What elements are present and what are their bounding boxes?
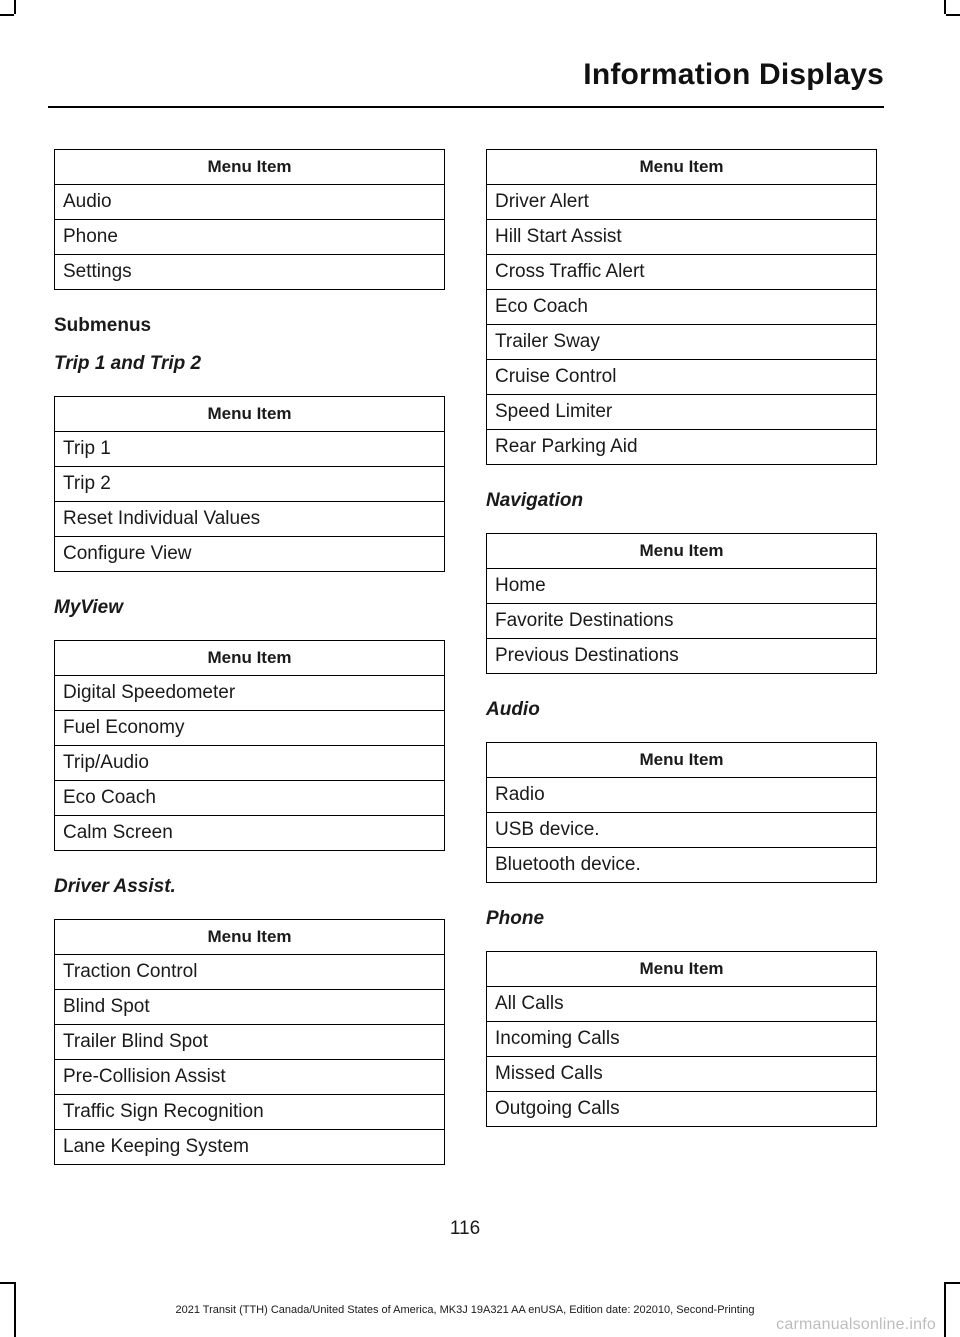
- table-row: [487, 325, 877, 360]
- navigation-heading: Navigation: [486, 490, 584, 511]
- table-cell: Previous Destinations: [487, 639, 877, 674]
- table-cell: Traffic Sign Recognition: [55, 1095, 445, 1130]
- right-column: [486, 149, 877, 1127]
- table-cell: Phone: [55, 220, 445, 255]
- table-cell: Configure View: [55, 537, 445, 572]
- table-header: Menu Item: [55, 641, 445, 676]
- table-cell: Favorite Destinations: [487, 604, 877, 639]
- table-cell: Cross Traffic Alert: [487, 255, 877, 290]
- table-cell: Speed Limiter: [487, 395, 877, 430]
- table-row: [487, 220, 877, 255]
- table-row: [487, 360, 877, 395]
- table-cell: Trip 1: [55, 432, 445, 467]
- table-cell: Trailer Sway: [487, 325, 877, 360]
- table-cell: Settings: [55, 255, 445, 290]
- table-cell: Calm Screen: [55, 816, 445, 851]
- table-row: [55, 185, 445, 220]
- table-row: [487, 1057, 877, 1092]
- table-cell: Lane Keeping System: [55, 1130, 445, 1165]
- page-title: Information Displays: [583, 58, 884, 91]
- trip-menu-table: [54, 396, 445, 572]
- table-row: [55, 676, 445, 711]
- table-row: [487, 569, 877, 604]
- table-row: [487, 639, 877, 674]
- table-row: [55, 1130, 445, 1165]
- phone-heading: Phone: [486, 908, 545, 929]
- header-divider: [48, 106, 884, 108]
- watermark-text: carmanualsonline.info: [776, 1316, 936, 1333]
- table-cell: Fuel Economy: [55, 711, 445, 746]
- table-row: [487, 430, 877, 465]
- table-row: [55, 955, 445, 990]
- table-row: [487, 1092, 877, 1127]
- left-column: [54, 149, 445, 1165]
- table-cell: Pre-Collision Assist: [55, 1060, 445, 1095]
- driver-assist-continued-table: [486, 149, 877, 465]
- table-cell: Missed Calls: [487, 1057, 877, 1092]
- table-cell: USB device.: [487, 813, 877, 848]
- table-row: [487, 255, 877, 290]
- table-header: Menu Item: [487, 534, 877, 569]
- table-row: [55, 1025, 445, 1060]
- table-row: [487, 848, 877, 883]
- phone-menu-table: [486, 951, 877, 1127]
- crop-mark-top-left: [14, 0, 16, 14]
- table-cell: Digital Speedometer: [55, 676, 445, 711]
- table-row: [55, 816, 445, 851]
- table-cell: Rear Parking Aid: [487, 430, 877, 465]
- crop-mark-bottom-right: [944, 1282, 946, 1337]
- table-cell: Blind Spot: [55, 990, 445, 1025]
- myview-menu-table: [54, 640, 445, 851]
- table-cell: Audio: [55, 185, 445, 220]
- table-cell: Trip/Audio: [55, 746, 445, 781]
- table-cell: Trip 2: [55, 467, 445, 502]
- table-row: [55, 781, 445, 816]
- trip-heading: Trip 1 and Trip 2: [54, 353, 202, 374]
- page-number: 116: [449, 1218, 481, 1239]
- table-header: Menu Item: [487, 150, 877, 185]
- table-cell: Traction Control: [55, 955, 445, 990]
- table-row: [55, 537, 445, 572]
- table-row: [487, 395, 877, 430]
- table-row: [55, 220, 445, 255]
- myview-heading: MyView: [54, 597, 123, 618]
- table-header: Menu Item: [487, 743, 877, 778]
- table-row: [55, 467, 445, 502]
- table-row: [487, 813, 877, 848]
- audio-menu-table: [486, 742, 877, 883]
- driver-assist-heading: Driver Assist.: [54, 876, 176, 897]
- table-cell: Home: [487, 569, 877, 604]
- table-cell: Bluetooth device.: [487, 848, 877, 883]
- table-cell: Cruise Control: [487, 360, 877, 395]
- crop-mark-top-left-h: [0, 14, 14, 16]
- table-row: [487, 1022, 877, 1057]
- crop-mark-bottom-right-h: [946, 1282, 960, 1284]
- table-cell: Incoming Calls: [487, 1022, 877, 1057]
- table-header: Menu Item: [487, 952, 877, 987]
- table-cell: Radio: [487, 778, 877, 813]
- table-row: [55, 711, 445, 746]
- table-header: Menu Item: [55, 920, 445, 955]
- table-cell: Eco Coach: [55, 781, 445, 816]
- table-row: [55, 255, 445, 290]
- crop-mark-top-right-h: [946, 14, 960, 16]
- table-header: Menu Item: [55, 150, 445, 185]
- crop-mark-bottom-left-h: [0, 1282, 14, 1284]
- audio-heading: Audio: [486, 699, 540, 720]
- table-row: [55, 1060, 445, 1095]
- crop-mark-top-right: [944, 0, 946, 14]
- table-row: [55, 746, 445, 781]
- table-cell: All Calls: [487, 987, 877, 1022]
- table-row: [55, 1095, 445, 1130]
- table-cell: Outgoing Calls: [487, 1092, 877, 1127]
- navigation-menu-table: [486, 533, 877, 674]
- table-row: [487, 290, 877, 325]
- submenus-heading: Submenus: [54, 315, 152, 336]
- table-cell: Eco Coach: [487, 290, 877, 325]
- edition-footer: 2021 Transit (TTH) Canada/United States of America, MK3J 19A321 AA enUSA, Edition date: 202010, Second-Printing: [175, 1304, 755, 1316]
- table-header: Menu Item: [55, 397, 445, 432]
- table-row: [487, 987, 877, 1022]
- table-cell: Hill Start Assist: [487, 220, 877, 255]
- table-row: [55, 432, 445, 467]
- table-row: [487, 604, 877, 639]
- table-row: [55, 990, 445, 1025]
- main-menu-table: [54, 149, 445, 290]
- table-cell: Reset Individual Values: [55, 502, 445, 537]
- table-row: [487, 185, 877, 220]
- driver-assist-menu-table: [54, 919, 445, 1165]
- table-row: [55, 502, 445, 537]
- table-cell: Trailer Blind Spot: [55, 1025, 445, 1060]
- table-row: [487, 778, 877, 813]
- table-cell: Driver Alert: [487, 185, 877, 220]
